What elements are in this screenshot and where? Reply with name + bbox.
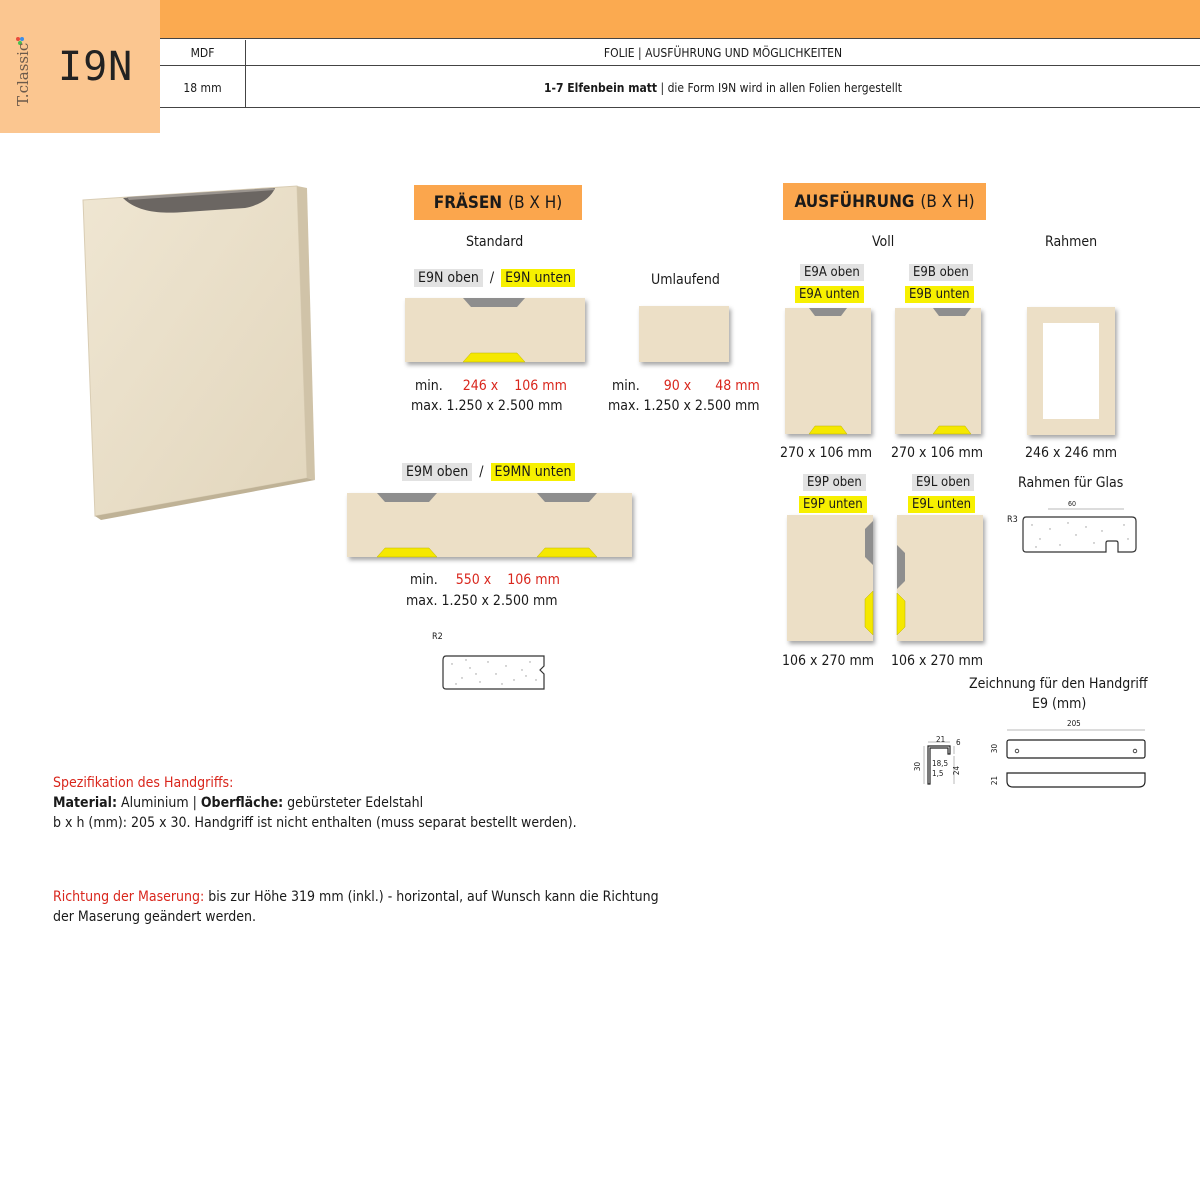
rahmen-glas-label: Rahmen für Glas [1018, 475, 1124, 491]
rahmen-panel-drawing [1027, 307, 1117, 437]
header-row-values [160, 67, 1200, 108]
e9p-oben-label [803, 475, 866, 490]
header-col1-title: MDF [190, 46, 215, 60]
spec-title: Spezifikation des Handgriffs: [53, 775, 234, 791]
e9b-unten-label [905, 287, 974, 302]
grain-direction [53, 887, 733, 927]
e9p-panel-drawing [787, 515, 875, 643]
handle-drawing-title: Zeichnung für den Handgriff [969, 676, 1148, 692]
e9b-size: 270 x 106 mm [891, 445, 984, 461]
standard-label: Standard [466, 234, 524, 250]
umlaufend-panel-drawing [639, 306, 731, 364]
dim-30-left: 30 [913, 761, 923, 772]
e9n-unten-label: E9N unten [501, 269, 575, 287]
standard-max: max. 1.250 x 2.500 mm [411, 398, 563, 414]
dim-30-right: 30 [990, 743, 1000, 754]
standard-min-label: min. [415, 378, 443, 394]
rahmen-size: 246 x 246 mm [1025, 445, 1118, 461]
spec-material-value: Aluminium | [116, 795, 201, 811]
e9l-size: 106 x 270 mm [891, 653, 984, 669]
e9a-unten-text: E9A unten [795, 286, 864, 303]
ausfuehrung-tag-units: (B X H) [920, 191, 975, 212]
spec-material-label: Material: [53, 795, 117, 811]
glas-radius-label: R3 [1007, 515, 1018, 525]
e9m-oben-label: E9M oben [402, 463, 472, 481]
spec-surface-value: gebürsteter Edelstahl [283, 795, 424, 811]
e9m-panel-drawing [347, 493, 634, 559]
standard-min-height: 106 mm [514, 378, 567, 394]
ausfuehrung-tag-title: AUSFÜHRUNG [794, 191, 915, 212]
glas-profile-drawing [1020, 505, 1142, 557]
e9l-oben-text: E9L oben [912, 474, 974, 491]
rahmen-label: Rahmen [1045, 234, 1098, 250]
spec-dimensions-line: b x h (mm): 205 x 30. Handgriff ist nicht enthalten (muss separat bestellt werden). [53, 815, 577, 831]
e9a-panel-drawing [785, 308, 873, 436]
fraesen-tag-units: (B X H) [508, 192, 563, 213]
e9p-unten-label [799, 497, 867, 512]
umlaufend-max: max. 1.250 x 2.500 mm [608, 398, 760, 414]
handle-spec [53, 773, 713, 833]
grain-label: Richtung der Maserung: [53, 889, 205, 905]
e9m-variant-labels [402, 464, 575, 480]
e9a-unten-label [795, 287, 864, 302]
model-code: I9N [58, 44, 134, 90]
handle-drawing-subtitle: E9 (mm) [1032, 696, 1087, 712]
dim-24: 24 [952, 765, 962, 776]
e9b-oben-text: E9B oben [909, 264, 973, 281]
e9m-min-label: min. [410, 572, 438, 588]
dim-21-top: 21 [936, 735, 946, 744]
header-finish-name: 1-7 Elfenbein matt [543, 80, 658, 95]
header-col1-value: 18 mm [183, 80, 222, 95]
edge-profile-drawing [440, 650, 550, 692]
e9b-unten-text: E9B unten [905, 286, 974, 303]
variant-slash-2: / [479, 464, 484, 480]
e9l-unten-text: E9L unten [908, 496, 975, 513]
dim-18-5: 18,5 [932, 759, 949, 768]
e9b-panel-drawing [895, 308, 983, 436]
grain-value-2: der Maserung geändert werden. [53, 909, 256, 925]
standard-min-width: 246 x [462, 378, 499, 394]
e9n-variant-labels [414, 270, 575, 286]
e9a-oben-text: E9A oben [800, 264, 864, 281]
brand-name: T.classic [14, 42, 32, 106]
e9l-panel-drawing [897, 515, 985, 643]
umlaufend-min-width: 90 x [663, 378, 692, 394]
dim-205: 205 [1067, 719, 1081, 728]
handle-top-view [985, 715, 1150, 795]
umlaufend-label: Umlaufend [651, 272, 720, 288]
e9m-max: max. 1.250 x 2.500 mm [406, 593, 558, 609]
e9l-unten-label [908, 497, 975, 512]
fraesen-tag-title: FRÄSEN [433, 192, 503, 213]
spec-surface-label: Oberfläche: [200, 795, 284, 811]
voll-label: Voll [872, 234, 895, 250]
e9mn-unten-label: E9MN unten [491, 463, 576, 481]
umlaufend-min-height: 48 mm [715, 378, 760, 394]
standard-min [415, 378, 567, 394]
e9m-min-height: 106 mm [507, 572, 560, 588]
handle-cross-section [910, 730, 970, 790]
e9n-oben-label: E9N oben [414, 269, 483, 287]
e9m-min [410, 572, 560, 588]
dim-1-5: 1,5 [932, 769, 944, 778]
header-col2-title: FOLIE | AUSFÜHRUNG UND MÖGLICHKEITEN [603, 46, 843, 60]
e9n-panel-drawing [405, 298, 587, 364]
header-row-titles [160, 40, 1200, 66]
e9p-unten-text: E9P unten [799, 496, 867, 513]
e9p-size: 106 x 270 mm [782, 653, 875, 669]
grain-value-1: bis zur Höhe 319 mm (inkl.) - horizontal, auf Wunsch kann die Richtung [204, 889, 659, 905]
door-product-image [75, 178, 315, 523]
header-col2-value [246, 67, 1200, 108]
variant-slash: / [489, 270, 495, 286]
header-band [160, 0, 1200, 39]
header-finish-note: | die Form I9N wird in allen Folien hergestellt [657, 80, 902, 95]
e9l-oben-label [912, 475, 974, 490]
profile-radius-label: R2 [432, 632, 443, 642]
dim-6: 6 [956, 738, 961, 747]
e9a-size: 270 x 106 mm [780, 445, 873, 461]
dim-21-bottom: 21 [990, 775, 1000, 786]
e9p-oben-text: E9P oben [803, 474, 866, 491]
glas-dim-label: 60 [1068, 500, 1077, 508]
ausfuehrung-tag [783, 183, 986, 220]
spec-material-line [53, 793, 713, 813]
e9m-min-width: 550 x [455, 572, 492, 588]
umlaufend-min-label: min. [612, 378, 640, 394]
fraesen-tag [414, 185, 582, 220]
e9b-oben-label [909, 265, 973, 280]
header-divider [245, 40, 246, 108]
e9a-oben-label [800, 265, 864, 280]
umlaufend-min [612, 378, 760, 394]
